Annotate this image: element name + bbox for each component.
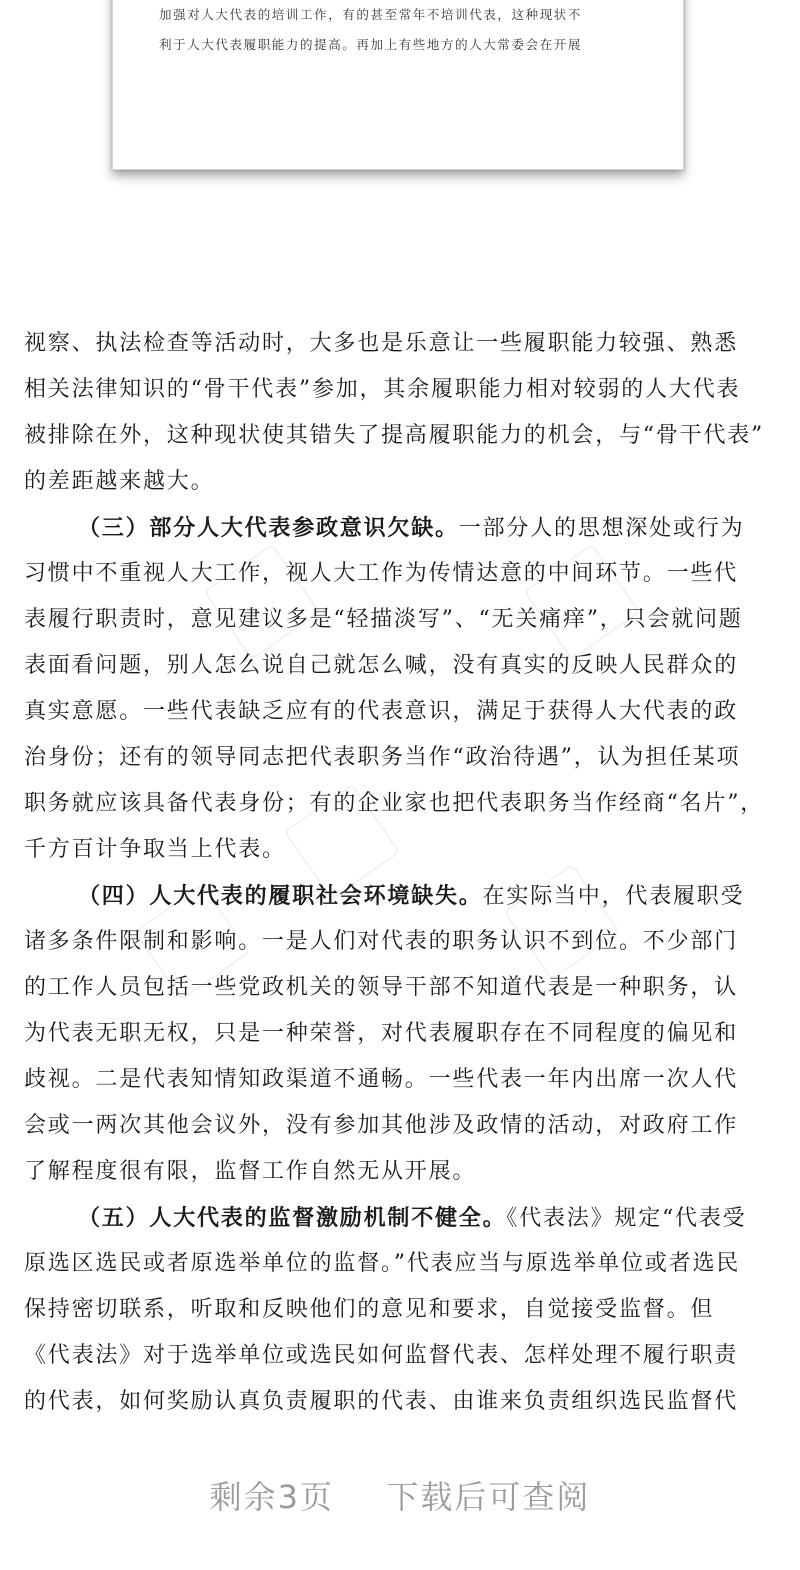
section-heading: （三）部分人大代表参政意识欠缺。 [78, 515, 459, 541]
download-prompt[interactable] [0, 1472, 800, 1518]
body-line: 的代表，如何奖励认真负责履职的代表、由谁来负责组织选民监督代 [24, 1389, 739, 1414]
body-text: 一部分人的思想深处或行为 [458, 516, 745, 541]
body-line: 职务就应该具备代表身份；有的企业家也把代表职务当作经商“名片”， [24, 791, 765, 816]
remaining-pages-label: 剩余3页 [209, 1478, 334, 1516]
section-heading: （四）人大代表的履职社会环境缺失。 [78, 883, 483, 909]
body-text: 《代表法》规定“代表受 [506, 1206, 747, 1231]
body-line: 视察、执法检查等活动时，大多也是乐意让一些履职能力较强、熟悉 [24, 331, 739, 356]
body-line: 的工作人员包括一些党政机关的领导干部不知道代表是一种职务，认 [24, 975, 739, 1000]
body-line: 千方百计争取当上代表。 [24, 837, 286, 862]
body-line: 习惯中不重视人大工作，视人大工作为传情达意的中间环节。一些代 [24, 561, 739, 586]
body-line: 真实意愿。一些代表缺乏应有的代表意识，满足于获得人大代表的政 [24, 699, 739, 724]
body-line: 《代表法》对于选举单位或选民如何监督代表、怎样处理不履行职责 [24, 1343, 739, 1368]
body-text: 在实际当中，代表履职受 [482, 884, 745, 909]
body-line: 歧视。二是代表知情知政渠道不通畅。一些代表一年内出席一次人代 [24, 1067, 739, 1092]
body-line: 表履行职责时，意见建议多是“轻描淡写”、“无关痛痒”，只会就问题 [24, 607, 743, 632]
section-heading-line [78, 878, 744, 915]
body-line: 的差距越来越大。 [24, 469, 215, 494]
body-line: 为代表无职无权，只是一种荣誉，对代表履职存在不同程度的偏见和 [24, 1021, 739, 1046]
body-line: 被排除在外，这种现状使其错失了提高履职能力的机会，与“骨干代表” [24, 423, 765, 448]
preview-text-line: 加强对人大代表的培训工作，有的甚至常年不培训代表，这种现状不 [159, 7, 583, 22]
body-line: 治身份；还有的领导同志把代表职务当作“政治待遇”，认为担任某项 [24, 745, 741, 770]
body-line: 保持密切联系，听取和反映他们的意见和要求，自觉接受监督。但 [24, 1297, 715, 1322]
body-line: 表面看问题，别人怎么说自己就怎么喊，没有真实的反映人民群众的 [24, 653, 739, 678]
download-to-view-label: 下载后可查阅 [386, 1478, 591, 1516]
body-line: 原选区选民或者原选举单位的监督。”代表应当与原选举单位或者选民 [24, 1251, 741, 1276]
section-heading: （五）人大代表的监督激励机制不健全。 [78, 1205, 507, 1231]
body-line: 会或一两次其他会议外，没有参加其他涉及政情的活动，对政府工作 [24, 1113, 739, 1138]
preview-text-line: 利于人大代表履职能力的提高。再加上有些地方的人大常委会在开展 [159, 37, 583, 52]
body-line: 了解程度很有限，监督工作自然无从开展。 [24, 1159, 477, 1184]
body-line: 诸多条件限制和影响。一是人们对代表的职务认识不到位。不少部门 [24, 929, 739, 954]
section-heading-line [78, 1200, 746, 1237]
body-line: 相关法律知识的“骨干代表”参加，其余履职能力相对较弱的人大代表 [24, 377, 741, 402]
preview-page-card [112, 0, 684, 170]
section-heading-line [78, 510, 744, 547]
